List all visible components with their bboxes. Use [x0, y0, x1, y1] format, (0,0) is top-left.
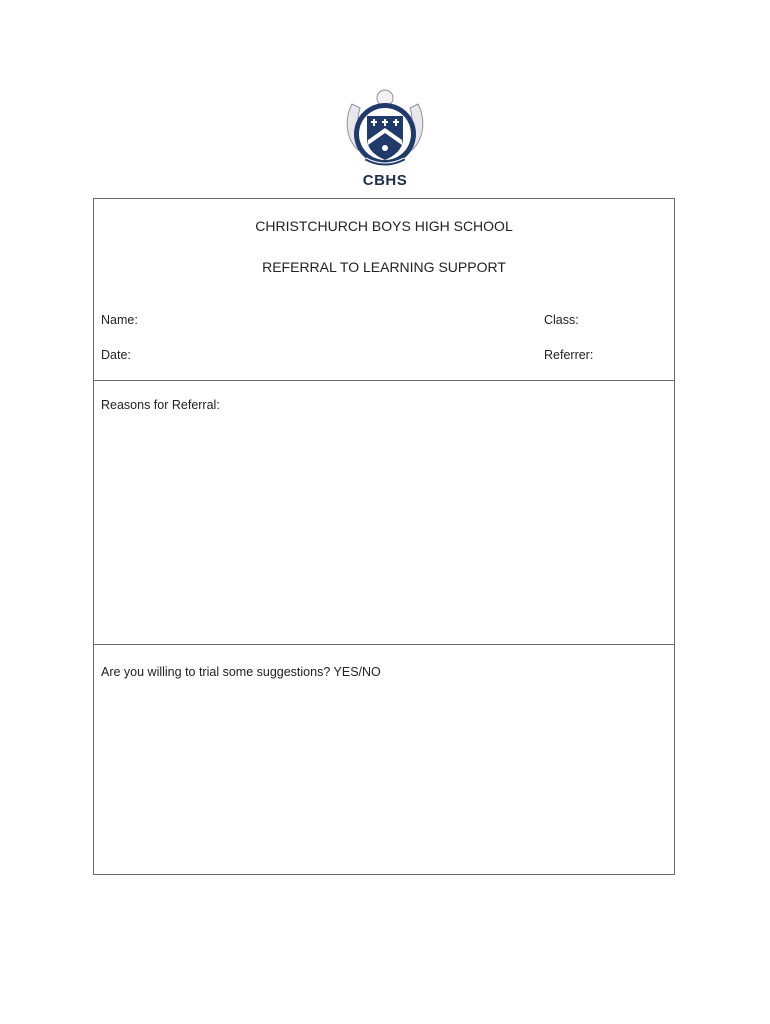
trial-suggestions-section [94, 645, 674, 874]
referrer-field-label: Referrer: [544, 348, 594, 362]
form-header-section [94, 199, 674, 381]
class-field-label: Class: [544, 313, 579, 327]
reasons-section [94, 381, 674, 645]
trial-question: Are you willing to trial some suggestions? YES/NO [101, 665, 381, 679]
referral-form [93, 198, 675, 875]
reasons-label: Reasons for Referral: [101, 398, 220, 412]
form-title: REFERRAL TO LEARNING SUPPORT [262, 259, 506, 275]
school-crest-icon [340, 84, 430, 174]
name-field-label: Name: [101, 313, 138, 327]
school-name: CHRISTCHURCH BOYS HIGH SCHOOL [255, 218, 513, 234]
school-abbreviation: CBHS [362, 172, 408, 189]
date-field-label: Date: [101, 348, 131, 362]
